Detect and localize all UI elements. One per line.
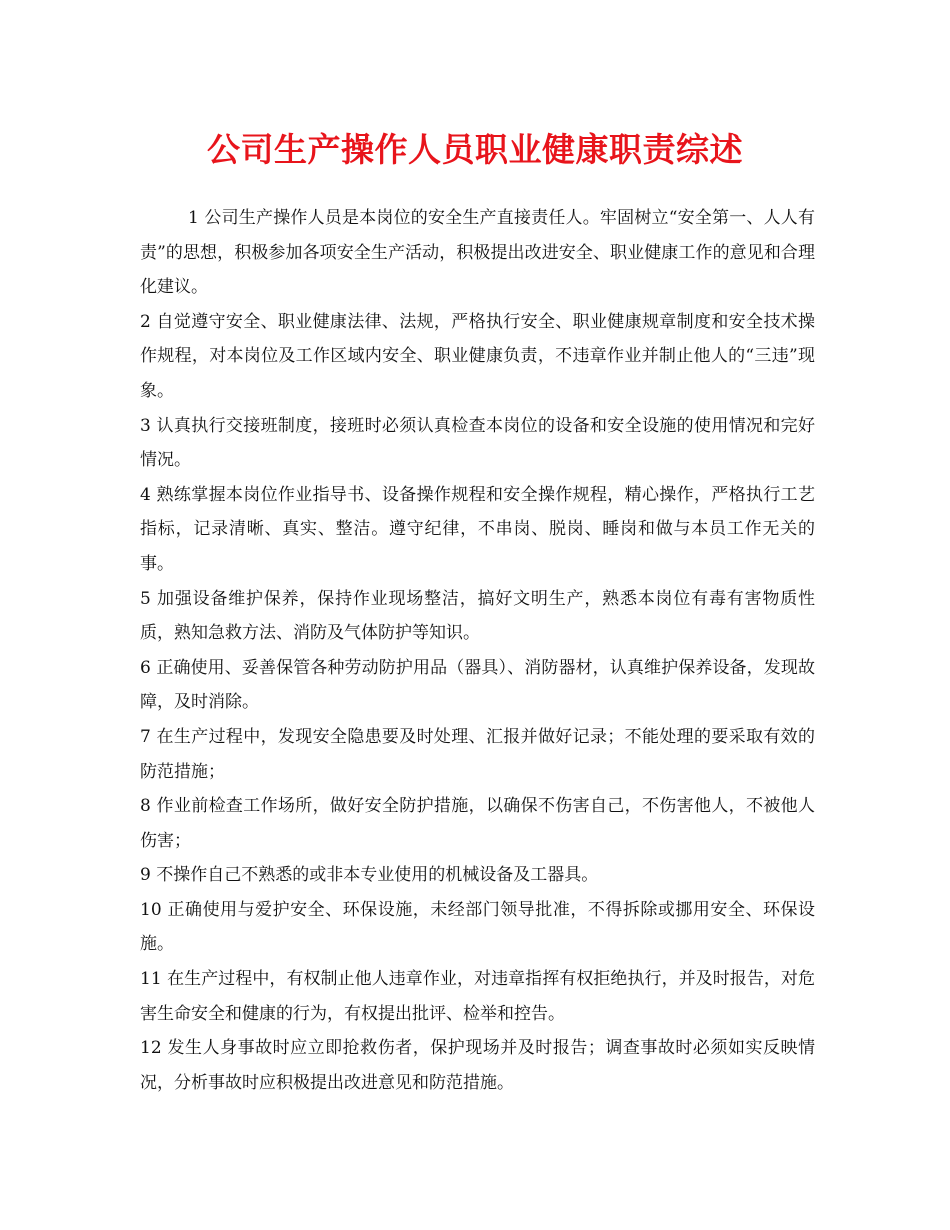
paragraph-2: 2 自觉遵守安全、职业健康法律、法规，严格执行安全、职业健康规章制度和安全技术操作规程，对本岗位及工作区域内安全、职业健康负责，不违章作业并制止他人的“三违”现象。 [140,311,815,401]
paragraph-5: 5 加强设备维护保养，保持作业现场整洁，搞好文明生产，熟悉本岗位有毒有害物质性质，熟知急救方法、消防及气体防护等知识。 [140,588,815,644]
paragraph-8: 8 作业前检查工作场所，做好安全防护措施，以确保不伤害自己，不伤害他人，不被他人伤害； [140,796,815,851]
paragraph-7: 7 在生产过程中，发现安全隐患要及时处理、汇报并做好记录；不能处理的要采取有效的防范措施； [140,726,815,782]
document-title: 公司生产操作人员职业健康职责综述 [207,130,743,169]
paragraph-12: 12 发生人身事故时应立即抢救伤者，保护现场并及时报告；调查事故时必须如实反映情况，分析事故时应积极提出改进意见和防范措施。 [140,1038,815,1093]
paragraph-9: 9 不操作自己不熟悉的或非本专业使用的机械设备及工器具。 [140,865,599,886]
paragraph-3: 3 认真执行交接班制度，接班时必须认真检查本岗位的设备和安全设施的使用情况和完好情况。 [140,415,815,471]
paragraph-11: 11 在生产过程中，有权制止他人违章作业，对违章指挥有权拒绝执行，并及时报告，对危害生命安全和健康的行为，有权提出批评、检举和控告。 [140,969,815,1024]
paragraph-4: 4 熟练掌握本岗位作业指导书、设备操作规程和安全操作规程，精心操作，严格执行工艺指标，记录清晰、真实、整洁。遵守纪律，不串岗、脱岗、睡岗和做与本员工作无关的事。 [140,484,815,574]
paragraph-10: 10 正确使用与爱护安全、环保设施，未经部门领导批准，不得拆除或挪用安全、环保设施。 [140,899,815,955]
paragraph-1: 1 公司生产操作人员是本岗位的安全生产直接责任人。牢固树立“安全第一、人人有责”的思想，积极参加各项安全生产活动，积极提出改进安全、职业健康工作的意见和合理化建议。 [140,208,815,298]
document-body [140,201,815,1100]
paragraph-6: 6 正确使用、妥善保管各种劳动防护用品（器具）、消防器材，认真维护保养设备，发现故障，及时消除。 [140,657,815,713]
